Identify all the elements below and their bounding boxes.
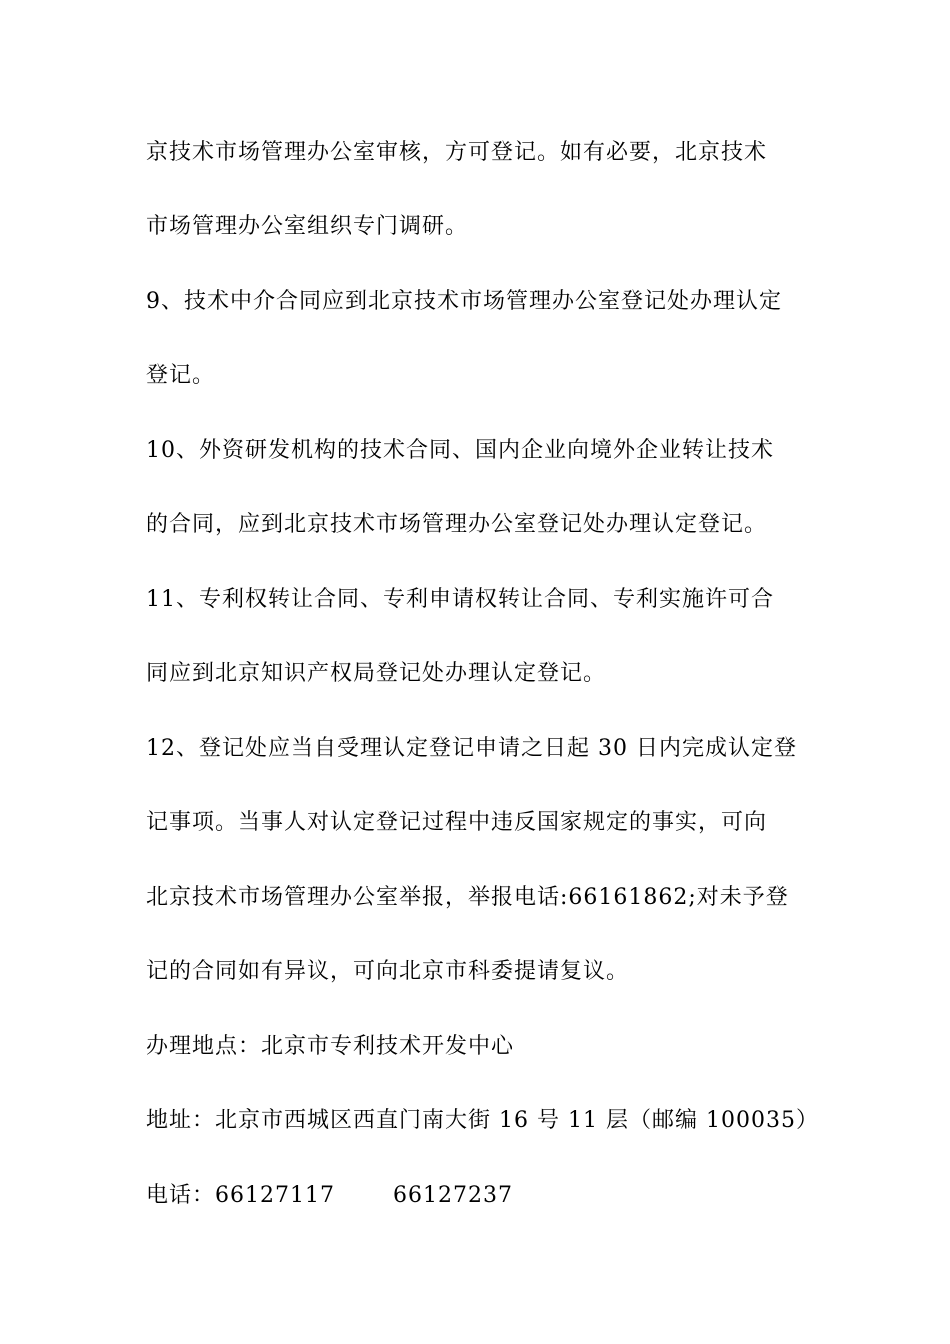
phone-number-2: 66127237	[393, 1183, 513, 1208]
phone-line	[146, 1181, 826, 1211]
phone-label: 电话：	[146, 1183, 216, 1208]
office-location-line: 办理地点：北京市专利技术开发中心	[146, 1034, 515, 1059]
paragraph-line: 北京技术市场管理办公室举报，举报电话:66161862;对未予登	[146, 885, 789, 910]
paragraph-line: 的合同，应到北京技术市场管理办公室登记处办理认定登记。	[146, 512, 768, 537]
paragraph-line: 记的合同如有异议，可向北京市科委提请复议。	[146, 959, 630, 984]
paragraph-line: 记事项。当事人对认定登记过程中违反国家规定的事实，可向	[146, 810, 768, 835]
paragraph-line: 同应到北京知识产权局登记处办理认定登记。	[146, 661, 607, 686]
paragraph-line: 11、专利权转让合同、专利申请权转让合同、专利实施许可合	[146, 587, 774, 612]
paragraph-line: 10、外资研发机构的技术合同、国内企业向境外企业转让技术	[146, 438, 774, 463]
paragraph-line: 登记。	[146, 363, 216, 388]
address-line: 地址：北京市西城区西直门南大街 16 号 11 层（邮编 100035）	[146, 1108, 819, 1133]
paragraph-line: 市场管理办公室组织专门调研。	[146, 214, 469, 239]
paragraph-line: 京技术市场管理办公室审核，方可登记。如有必要，北京技术	[146, 140, 768, 165]
paragraph-line: 9、技术中介合同应到北京技术市场管理办公室登记处办理认定	[146, 289, 782, 314]
paragraph-line: 12、登记处应当自受理认定登记申请之日起 30 日内完成认定登	[146, 736, 797, 761]
phone-number-1: 66127117	[215, 1183, 335, 1208]
